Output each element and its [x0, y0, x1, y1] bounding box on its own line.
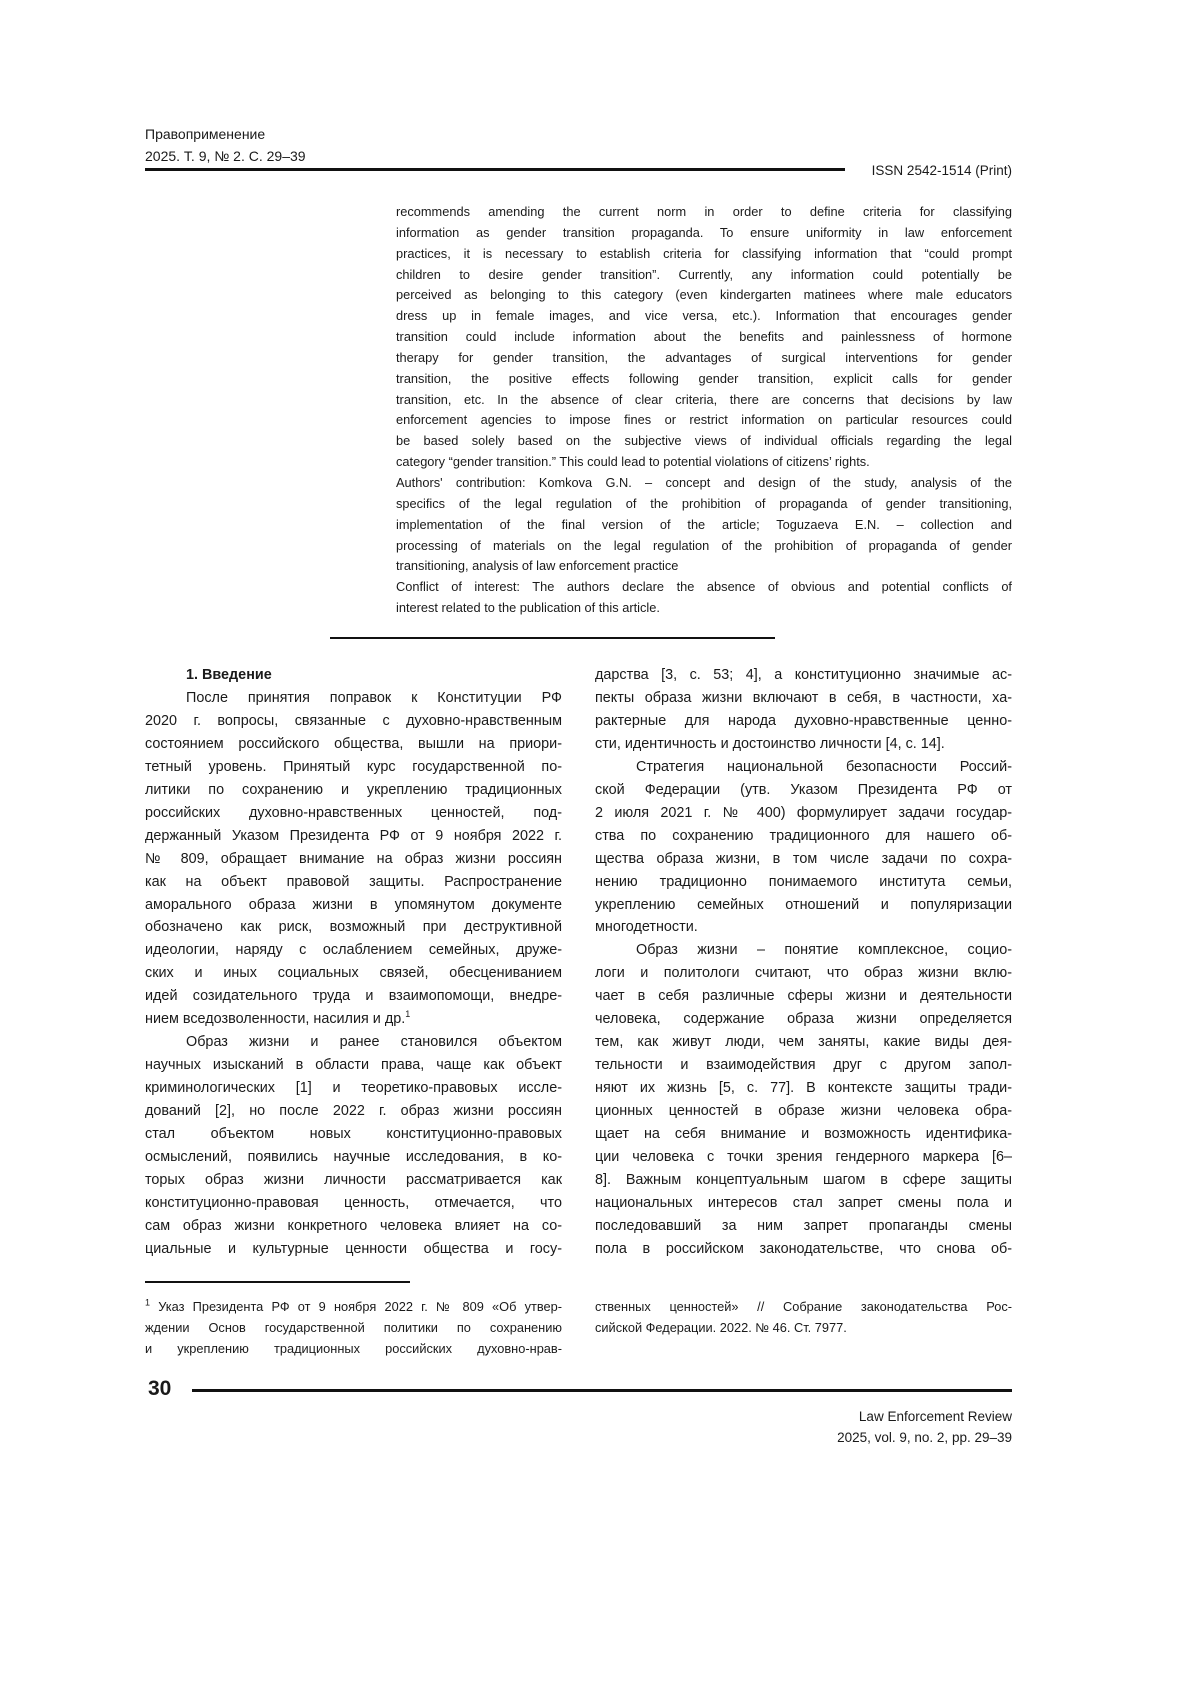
text-line	[595, 962, 1012, 985]
text-line	[595, 1054, 1012, 1077]
text-line	[145, 848, 562, 871]
line-text: чает в себя различные сферы жизни и деятельности	[595, 988, 1012, 1004]
footnote-reference[interactable]: 1	[405, 1010, 410, 1020]
abstract-divider	[330, 637, 775, 639]
text-line	[396, 348, 1012, 369]
footnote-rule	[145, 1281, 410, 1283]
line-text: дований [2], но после 2022 г. образ жизни россиян	[145, 1103, 562, 1119]
line-text: сийской Федерации. 2022. № 46. Ст. 7977.	[595, 1320, 847, 1335]
text-line	[145, 1054, 562, 1077]
line-text: information as gender transition propaganda. To ensure uniformity in law enforcement	[396, 225, 1012, 240]
text-line	[145, 916, 562, 939]
text-line	[595, 825, 1012, 848]
line-text: последовавший за ним запрет пропаганды смены	[595, 1218, 1012, 1234]
text-line	[396, 327, 1012, 348]
line-text: be based solely based on the subjective views of individual officials regarding the legal	[396, 433, 1012, 448]
text-line	[595, 1100, 1012, 1123]
line-text: осмыслений, появились научные исследования, в ко-	[145, 1149, 562, 1165]
line-text: category “gender transition.” This could lead to potential violations of citizens’ rights.	[396, 454, 870, 469]
text-line	[396, 265, 1012, 286]
text-line	[145, 1077, 562, 1100]
line-text: национальных интересов стал запрет смены пола и	[595, 1195, 1012, 1211]
text-line	[396, 223, 1012, 244]
line-text: рактерные для народа духовно-нравственные ценно-	[595, 713, 1012, 729]
line-text: Образ жизни и ранее становился объектом	[186, 1034, 562, 1050]
text-line	[595, 1008, 1012, 1031]
text-line	[396, 598, 1012, 619]
text-line	[396, 515, 1012, 536]
text-line	[145, 1238, 562, 1261]
text-line	[595, 1123, 1012, 1146]
page-number: 30	[148, 1377, 171, 1401]
text-line	[595, 779, 1012, 802]
text-line	[595, 1169, 1012, 1192]
text-line	[595, 1317, 1012, 1338]
text-line	[396, 202, 1012, 223]
text-line	[145, 1031, 562, 1054]
text-line	[396, 369, 1012, 390]
line-text: therapy for gender transition, the advantages of surgical interventions for gender	[396, 350, 1012, 365]
line-text: 8]. Важным концептуальным шагом в сфере защиты	[595, 1172, 1012, 1188]
text-line	[145, 1215, 562, 1238]
line-text: конституционно-правовая ценность, отмечается, что	[145, 1195, 562, 1211]
footnote-left	[145, 1296, 562, 1359]
line-text: practices, it is necessary to establish criteria for classifying information that “could prompt	[396, 246, 1012, 261]
text-line	[595, 687, 1012, 710]
text-line	[145, 1192, 562, 1215]
text-line	[595, 1031, 1012, 1054]
line-text: recommends amending the current norm in order to define criteria for classifying	[396, 204, 1012, 219]
text-line	[595, 733, 1012, 756]
text-line	[595, 1238, 1012, 1261]
line-text: Указ Президента РФ от 9 ноября 2022 г. № 809 «Об утвер-	[150, 1299, 562, 1314]
text-line	[145, 1123, 562, 1146]
running-footer	[837, 1406, 1012, 1448]
text-line	[396, 536, 1012, 557]
line-text: держанный Указом Президента РФ от 9 ноября 2022 г.	[145, 828, 562, 844]
line-text: щества образа жизни, в том числе задачи по сохра-	[595, 851, 1012, 867]
line-text: ции человека с точки зрения гендерного маркера [6–	[595, 1149, 1012, 1165]
text-line	[396, 473, 1012, 494]
line-text: дарства [3, с. 53; 4], а конституционно значимые ас-	[595, 667, 1012, 683]
line-text: transition, etc. In the absence of clear criteria, there are concerns that decisions by law	[396, 392, 1012, 407]
line-text: сам образ жизни конкретного человека влияет на со-	[145, 1218, 562, 1234]
text-line	[145, 825, 562, 848]
text-line	[145, 962, 562, 985]
line-text: Стратегия национальной безопасности Россий-	[636, 759, 1012, 775]
text-line	[145, 985, 562, 1008]
line-text: щает на себя внимание и возможность идентифика-	[595, 1126, 1012, 1142]
text-line	[396, 494, 1012, 515]
text-line	[595, 1296, 1012, 1317]
line-text: идей созидательного труда и взаимопомощи, внедре-	[145, 988, 562, 1004]
line-text: как на объект правовой защиты. Распространение	[145, 874, 562, 890]
line-text: торых образ жизни личности рассматривается как	[145, 1172, 562, 1188]
text-line	[595, 939, 1012, 962]
text-line	[145, 710, 562, 733]
text-line	[145, 779, 562, 802]
section-heading: 1. Введение	[145, 664, 562, 687]
line-text: человека, содержание образа жизни определяется	[595, 1011, 1012, 1027]
line-text: научных изысканий в области права, чаще как объект	[145, 1057, 562, 1073]
line-text: логи и политологи считают, что образ жизни вклю-	[595, 965, 1012, 981]
issue-info-en: 2025, vol. 9, no. 2, pp. 29–39	[837, 1427, 1012, 1448]
line-text: enforcement agencies to impose fines or restrict information on particular resources could	[396, 412, 1012, 427]
text-line	[595, 985, 1012, 1008]
text-line	[595, 871, 1012, 894]
column-left	[145, 664, 562, 1261]
line-text: specifics of the legal regulation of the prohibition of propaganda of gender transitioning,	[396, 496, 1012, 511]
line-text: сти, идентичность и достоинство личности [4, с. 14].	[595, 736, 945, 752]
column-left-text	[145, 687, 562, 1261]
line-text: ционных ценностей в образе жизни человека обра-	[595, 1103, 1012, 1119]
line-text: ства по сохранению традиционного для нашего об-	[595, 828, 1012, 844]
footer-rule	[192, 1389, 1012, 1392]
line-text: идеологии, наряду с ослаблением семейных, друже-	[145, 942, 562, 958]
line-text: perceived as belonging to this category (even kindergarten matinees where male educators	[396, 287, 1012, 302]
line-text: укреплению семейных отношений и популяризации	[595, 897, 1012, 913]
line-text: 2020 г. вопросы, связанные с духовно-нравственным	[145, 713, 562, 729]
line-text: ждении Основ государственной политики по сохранению	[145, 1320, 562, 1335]
line-text: и укреплению традиционных российских духовно-нрав-	[145, 1341, 562, 1356]
text-line	[396, 556, 1012, 577]
line-text: № 809, обращает внимание на образ жизни россиян	[145, 851, 562, 867]
line-text: аморального образа жизни в упомянутом документе	[145, 897, 562, 913]
text-line	[145, 1008, 562, 1031]
footnote-right	[595, 1296, 1012, 1338]
line-text: interest related to the publication of this article.	[396, 600, 660, 615]
text-line	[396, 410, 1012, 431]
journal-title-en: Law Enforcement Review	[837, 1406, 1012, 1427]
line-text: dress up in female images, and vice versa, etc.). Information that encourages gender	[396, 308, 1012, 323]
line-text: ской Федерации (утв. Указом Президента РФ от	[595, 782, 1012, 798]
line-text: ственных ценностей» // Собрание законодательства Рос-	[595, 1299, 1012, 1314]
line-text: пекты образа жизни включают в себя, в частности, ха-	[595, 690, 1012, 706]
text-line	[396, 285, 1012, 306]
line-text: implementation of the final version of the article; Toguzaeva E.N. – collection and	[396, 517, 1012, 532]
text-line	[595, 848, 1012, 871]
line-text: состоянием российского общества, вышли на приори-	[145, 736, 562, 752]
text-line	[396, 306, 1012, 327]
issn: ISSN 2542-1514 (Print)	[872, 163, 1012, 178]
line-text: 2 июля 2021 г. № 400) формулирует задачи государ-	[595, 805, 1012, 821]
abstract	[396, 202, 1012, 619]
text-line	[145, 687, 562, 710]
column-right	[595, 664, 1012, 1261]
line-text: transition could include information about the benefits and painlessness of hormone	[396, 329, 1012, 344]
text-line	[145, 1100, 562, 1123]
line-text: няют их жизнь [5, с. 77]. В контексте защиты тради-	[595, 1080, 1012, 1096]
line-text: transitioning, analysis of law enforcement practice	[396, 558, 678, 573]
line-text: многодетности.	[595, 919, 698, 935]
text-line	[595, 710, 1012, 733]
line-text: тетный уровень. Принятый курс государственной по-	[145, 759, 562, 775]
line-text: нению традиционно понимаемого института семьи,	[595, 874, 1012, 890]
journal-title-ru: Правоприменение	[145, 123, 306, 145]
line-text: российских духовно-нравственных ценностей, под-	[145, 805, 562, 821]
line-text: нием вседозволенности, насилия и др.	[145, 1011, 405, 1027]
text-line	[396, 431, 1012, 452]
text-line	[145, 1338, 562, 1359]
text-line	[595, 1215, 1012, 1238]
line-text: children to desire gender transition”. Currently, any information could potentially be	[396, 267, 1012, 282]
text-line	[145, 1317, 562, 1338]
text-line	[595, 664, 1012, 687]
line-text: Образ жизни – понятие комплексное, социо-	[636, 942, 1012, 958]
issue-info-ru: 2025. Т. 9, № 2. С. 29–39	[145, 145, 306, 167]
text-line	[595, 1077, 1012, 1100]
text-line	[595, 756, 1012, 779]
text-line	[145, 1169, 562, 1192]
line-text: пола в российском законодательстве, что снова об-	[595, 1241, 1012, 1257]
running-header	[145, 123, 306, 167]
text-line	[145, 756, 562, 779]
line-text: ских и иных социальных связей, обесцениванием	[145, 965, 562, 981]
line-text: тем, как живут люди, чем заняты, какие виды дея-	[595, 1034, 1012, 1050]
text-line	[595, 802, 1012, 825]
line-text: processing of materials on the legal regulation of the prohibition of propaganda of gender	[396, 538, 1012, 553]
header-rule	[145, 168, 845, 171]
text-line	[595, 1192, 1012, 1215]
line-text: тельности и взаимодействия друг с другом запол-	[595, 1057, 1012, 1073]
text-line	[145, 802, 562, 825]
line-text: После принятия поправок к Конституции РФ	[186, 690, 562, 706]
footnote-marker: 1	[145, 1298, 150, 1308]
text-line	[396, 244, 1012, 265]
text-line	[595, 916, 1012, 939]
text-line	[396, 452, 1012, 473]
text-line	[145, 871, 562, 894]
line-text: обозначено как риск, возможный при деструктивной	[145, 919, 562, 935]
text-line	[145, 1146, 562, 1169]
line-text: стал объектом новых конституционно-правовых	[145, 1126, 562, 1142]
text-line	[396, 390, 1012, 411]
line-text: Authors' contribution: Komkova G.N. – concept and design of the study, analysis of the	[396, 475, 1012, 490]
line-text: transition, the positive effects following gender transition, explicit calls for gender	[396, 371, 1012, 386]
line-text: Conflict of interest: The authors declare the absence of obvious and potential conflicts of	[396, 579, 1012, 594]
text-line	[396, 577, 1012, 598]
text-line	[145, 939, 562, 962]
text-line	[145, 1296, 562, 1317]
text-line	[595, 894, 1012, 917]
text-line	[595, 1146, 1012, 1169]
line-text: криминологических [1] и теоретико-правовых иссле-	[145, 1080, 562, 1096]
line-text: циальные и культурные ценности общества и госу-	[145, 1241, 562, 1257]
text-line	[145, 733, 562, 756]
text-line	[145, 894, 562, 917]
line-text: литики по сохранению и укреплению традиционных	[145, 782, 562, 798]
